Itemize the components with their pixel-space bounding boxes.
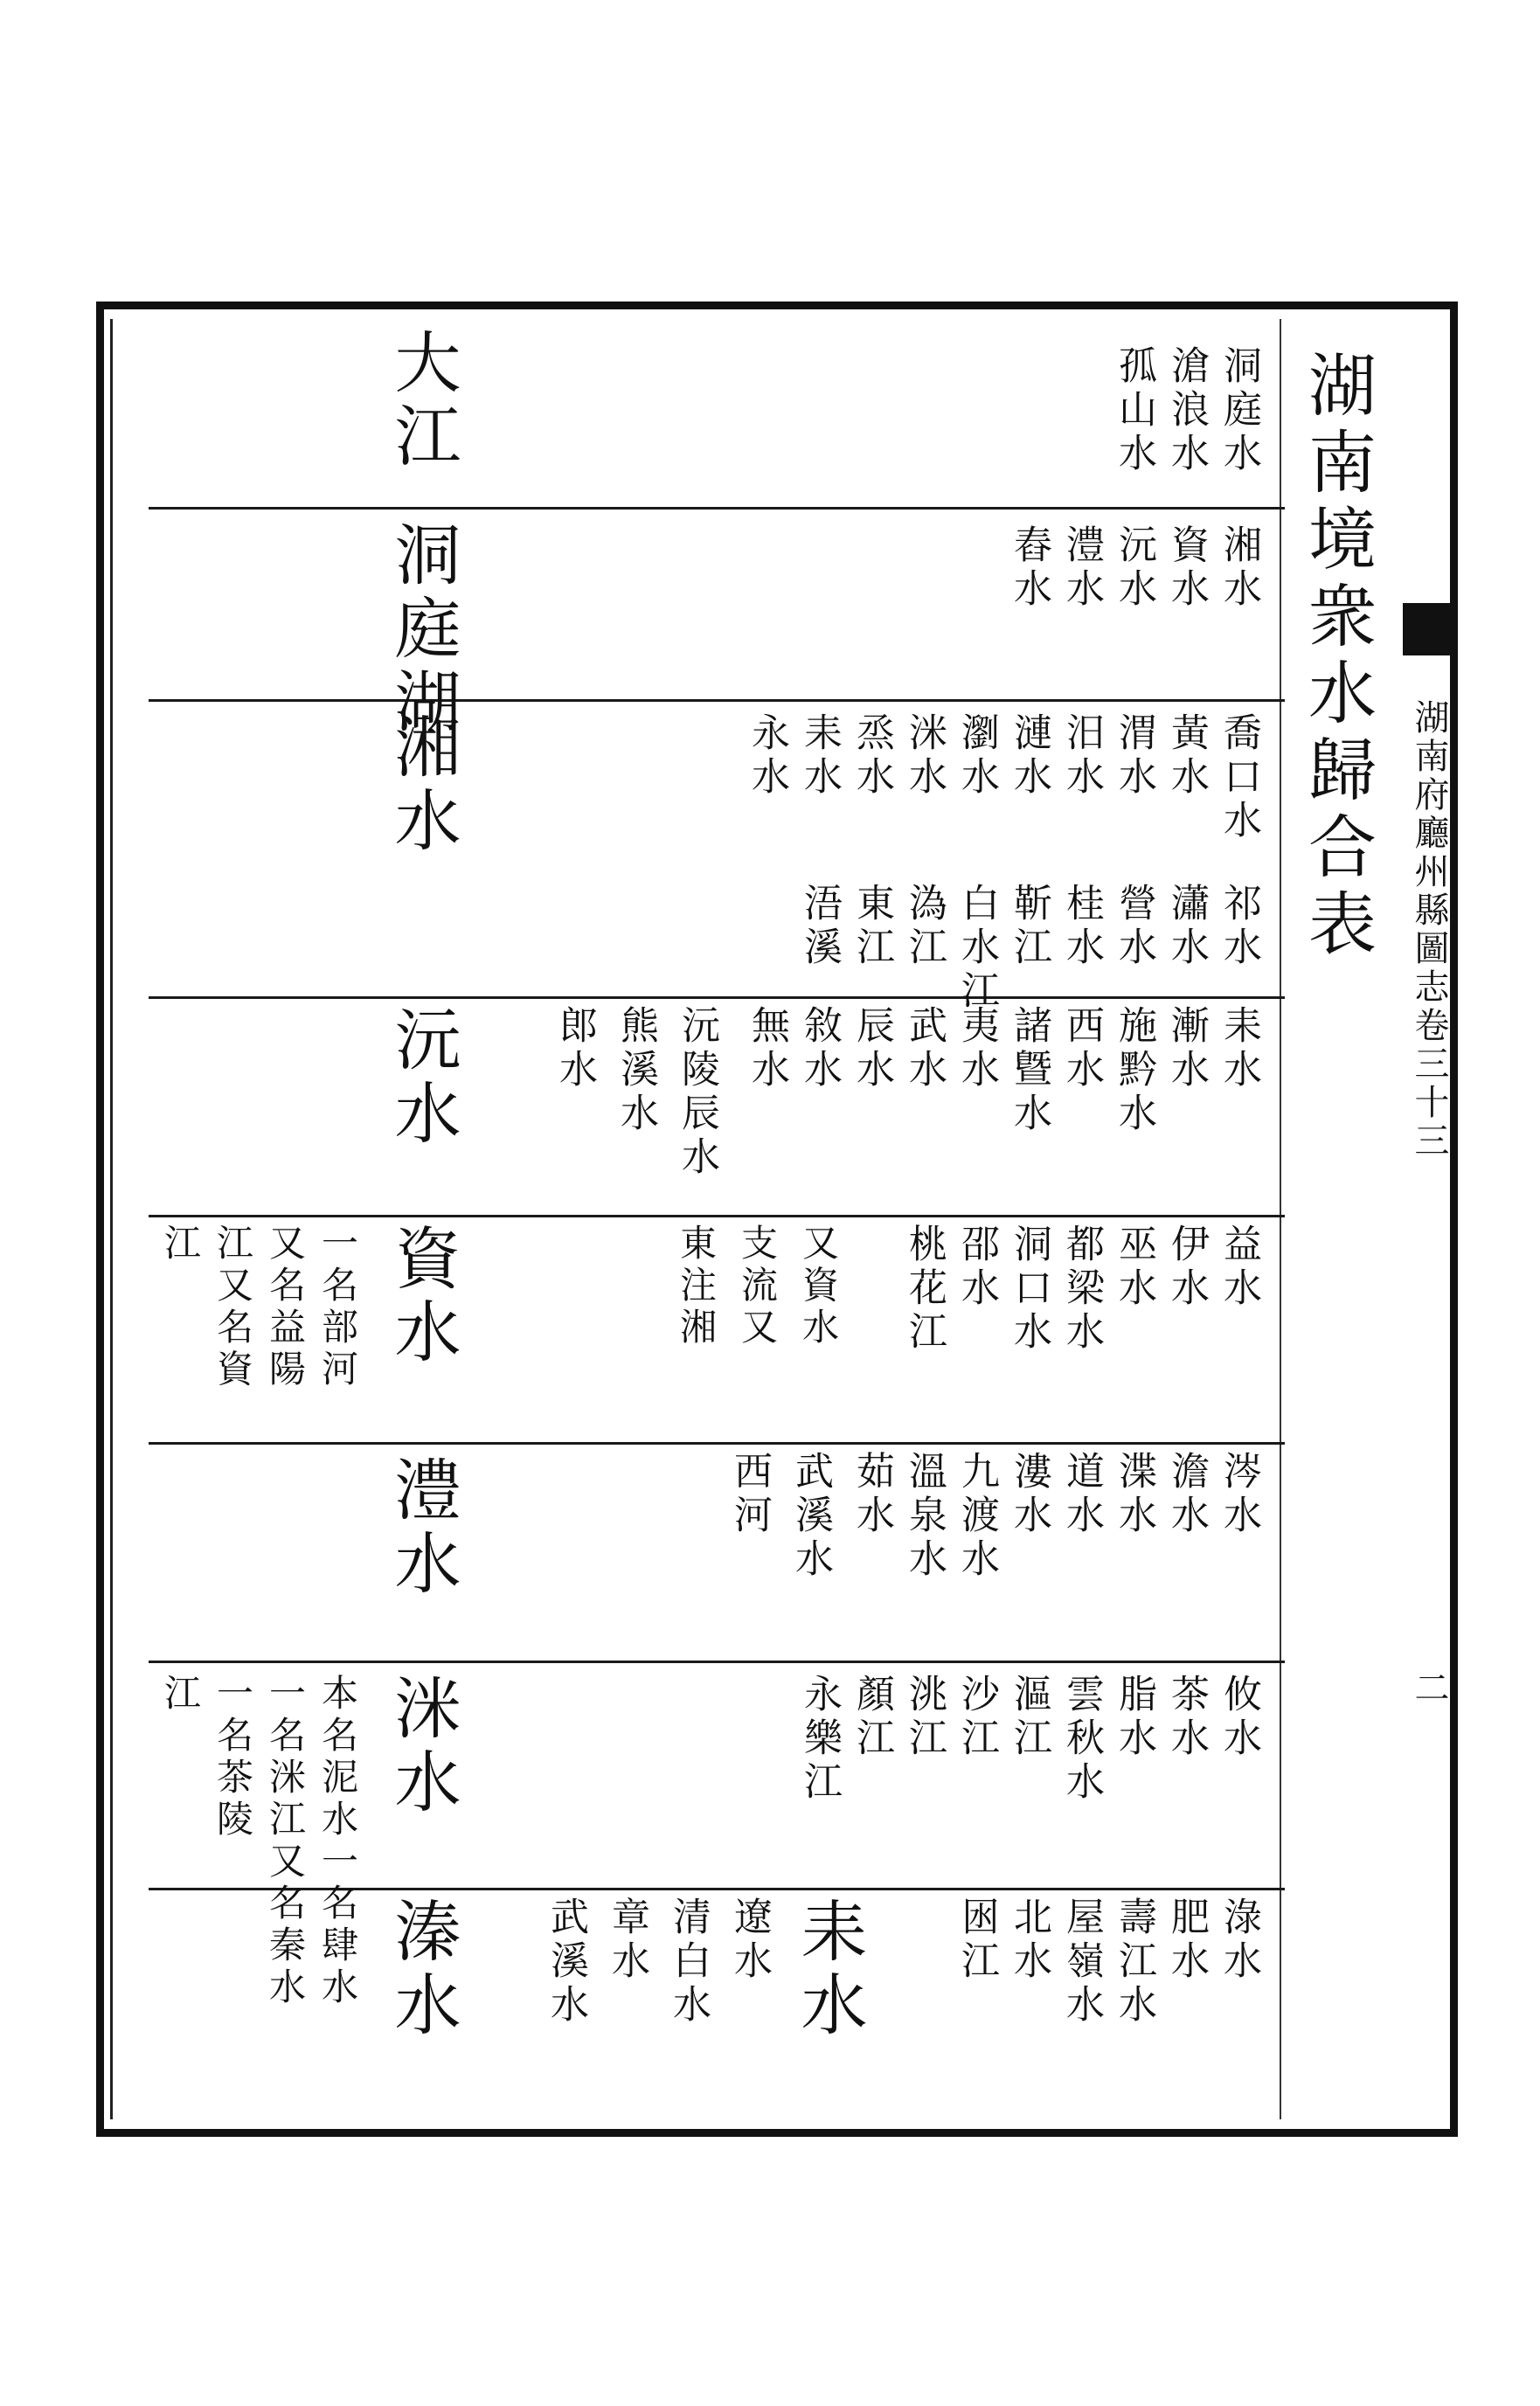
page-number: 二 [1409, 1669, 1449, 1708]
dongting-list-2: 資水 [1164, 524, 1209, 612]
lai2-trib-2: 清白水 [666, 1896, 711, 2028]
li-trib-3: 渫水 [1112, 1451, 1156, 1538]
zi-trib-5: 洞口水 [1007, 1224, 1051, 1355]
xiang-c3c: 施黔水 [1112, 1005, 1156, 1136]
mi-note-1: 本名泥水一名肆水 [316, 1674, 359, 2009]
xiang-c1c: 耒水 [1217, 1005, 1261, 1092]
row-rule-6 [149, 1661, 1285, 1663]
xiang-c8c: 辰水 [850, 1005, 894, 1092]
lai-trib-2: 肥水 [1164, 1896, 1209, 1984]
row-rule-4 [149, 1215, 1285, 1217]
mi-trib-9: 永樂江 [797, 1674, 842, 1805]
river-lei: 耒水 [790, 1896, 868, 2043]
xiang-c6c: 夷水 [954, 1005, 999, 1092]
dongting-list-4: 澧水 [1059, 524, 1104, 612]
mi-trib-3: 脂水 [1112, 1674, 1156, 1761]
zi-trib-4: 都梁水 [1059, 1224, 1104, 1355]
row-rule-5 [149, 1442, 1285, 1445]
xiang-c10b: 無水 [745, 1005, 789, 1092]
zi-note2-2: 支流又 [736, 1224, 779, 1349]
xiang-c2c: 漸水 [1164, 1005, 1209, 1092]
xiang-c5b: 靳江 [1007, 883, 1051, 970]
xiang-c5c: 諸曁水 [1007, 1005, 1051, 1136]
xiang-c6b: 白水江 [954, 883, 999, 1014]
dongting-list-3: 沅水 [1112, 524, 1156, 612]
zi-trib-2: 伊水 [1164, 1224, 1209, 1311]
mi-trib-2: 茶水 [1164, 1674, 1209, 1761]
zi-note-1: 一名部河 [316, 1224, 359, 1391]
yuan-trib-2: 熊溪水 [614, 1005, 658, 1136]
li-trib-4: 道水 [1059, 1451, 1104, 1538]
river-dajiang: 大江 [384, 328, 461, 475]
mi-note-3: 一名茶陵 [212, 1674, 254, 1841]
li-trib-10: 西河 [727, 1451, 772, 1538]
zi-note-3: 江又名資 [212, 1224, 254, 1391]
river-yuan: 沅水 [384, 1005, 461, 1152]
river-zi: 資水 [384, 1224, 461, 1370]
mi-note-4: 江 [159, 1674, 202, 1716]
xiang-c5a: 漣水 [1007, 712, 1051, 800]
lai-trib-3: 壽江水 [1112, 1896, 1156, 2028]
dongting-list-1: 湘水 [1217, 524, 1261, 612]
zi-note2-3: 東注湘 [675, 1224, 718, 1349]
mi-trib-1: 攸水 [1217, 1674, 1261, 1761]
zi-note2-1: 又資水 [797, 1224, 840, 1349]
lai2-trib-3: 章水 [605, 1896, 649, 1984]
li-trib-2: 澹水 [1164, 1451, 1209, 1538]
xiang-c2a: 黃水 [1164, 712, 1209, 800]
xiang-c8a: 烝水 [850, 712, 894, 800]
zi-trib-6: 邵水 [954, 1224, 999, 1311]
xiang-c9b: 浯溪 [797, 883, 842, 970]
xiang-c7a: 洣水 [902, 712, 947, 800]
xiang-c4a: 汨水 [1059, 712, 1104, 800]
li-trib-9: 武溪水 [788, 1451, 833, 1582]
row-rule-2 [149, 699, 1285, 702]
yuan-trib-1: 沅陵辰水 [675, 1005, 719, 1180]
xiang-c10a: 永水 [745, 712, 789, 800]
mi-trib-5: 漚江 [1007, 1674, 1051, 1761]
river-li: 澧水 [384, 1455, 461, 1602]
xiang-c3b: 營水 [1112, 883, 1156, 970]
li-trib-5: 漊水 [1007, 1451, 1051, 1538]
mi-trib-8: 顏江 [850, 1674, 894, 1761]
lai-trib-4: 屋嶺水 [1059, 1896, 1104, 2028]
header-col-1: 洞庭水 [1217, 345, 1261, 476]
river-dongting: 洞庭湖 [384, 520, 461, 740]
lai-trib-1: 淥水 [1217, 1896, 1261, 1984]
xiang-c4b: 桂水 [1059, 883, 1104, 970]
mi-trib-4: 雲秋水 [1059, 1674, 1104, 1805]
xiang-c9c: 敘水 [797, 1005, 842, 1092]
xiang-c3a: 渭水 [1112, 712, 1156, 800]
li-trib-6: 九渡水 [954, 1451, 999, 1582]
river-qin: 溱水 [384, 1896, 461, 2043]
lai2-trib-4: 武溪水 [544, 1896, 588, 2028]
mi-note-2: 一名洣江又名秦水 [264, 1674, 307, 2009]
mi-trib-6: 沙江 [954, 1674, 999, 1761]
dongting-list-5: 舂水 [1007, 524, 1051, 612]
lai-trib-5: 北水 [1007, 1896, 1051, 1984]
lai2-trib-1: 遼水 [727, 1896, 772, 1984]
margin-fishtail-mark [1403, 603, 1457, 655]
yuan-trib-3: 郎水 [552, 1005, 597, 1092]
row-rule-1 [149, 507, 1285, 510]
lai-trib-6: 囦江 [954, 1896, 999, 1984]
zi-trib-7: 桃花江 [902, 1224, 947, 1355]
zi-trib-3: 巫水 [1112, 1224, 1156, 1311]
zi-note-4: 江 [159, 1224, 202, 1265]
river-xiang: 湘水 [384, 712, 461, 859]
xiang-c2b: 瀟水 [1164, 883, 1209, 970]
margin-volume-text: 湖南府廳州縣圖志卷三十三 [1409, 699, 1449, 1161]
xiang-c7c: 武水 [902, 1005, 947, 1092]
xiang-c1b: 祁水 [1217, 883, 1261, 970]
header-col-2: 滄浪水 [1164, 345, 1209, 476]
li-trib-8: 茹水 [850, 1451, 894, 1538]
zi-note-2: 又名益陽 [264, 1224, 307, 1391]
row-rule-3 [149, 996, 1285, 999]
xiang-c9a: 耒水 [797, 712, 842, 800]
li-trib-7: 溫泉水 [902, 1451, 947, 1582]
xiang-c7b: 溈江 [902, 883, 947, 970]
xiang-c4c: 西水 [1059, 1005, 1104, 1092]
page-title: 湖南境衆水歸合表 [1297, 350, 1376, 965]
header-col-3: 孤山水 [1112, 345, 1156, 476]
xiang-c6a: 瀏水 [954, 712, 999, 800]
li-trib-1: 涔水 [1217, 1451, 1261, 1538]
river-mi: 洣水 [384, 1674, 461, 1820]
zi-trib-1: 益水 [1217, 1224, 1261, 1311]
mi-trib-7: 洮江 [902, 1674, 947, 1761]
xiang-c1a: 喬口水 [1217, 712, 1261, 843]
xiang-c8b: 東江 [850, 883, 894, 970]
